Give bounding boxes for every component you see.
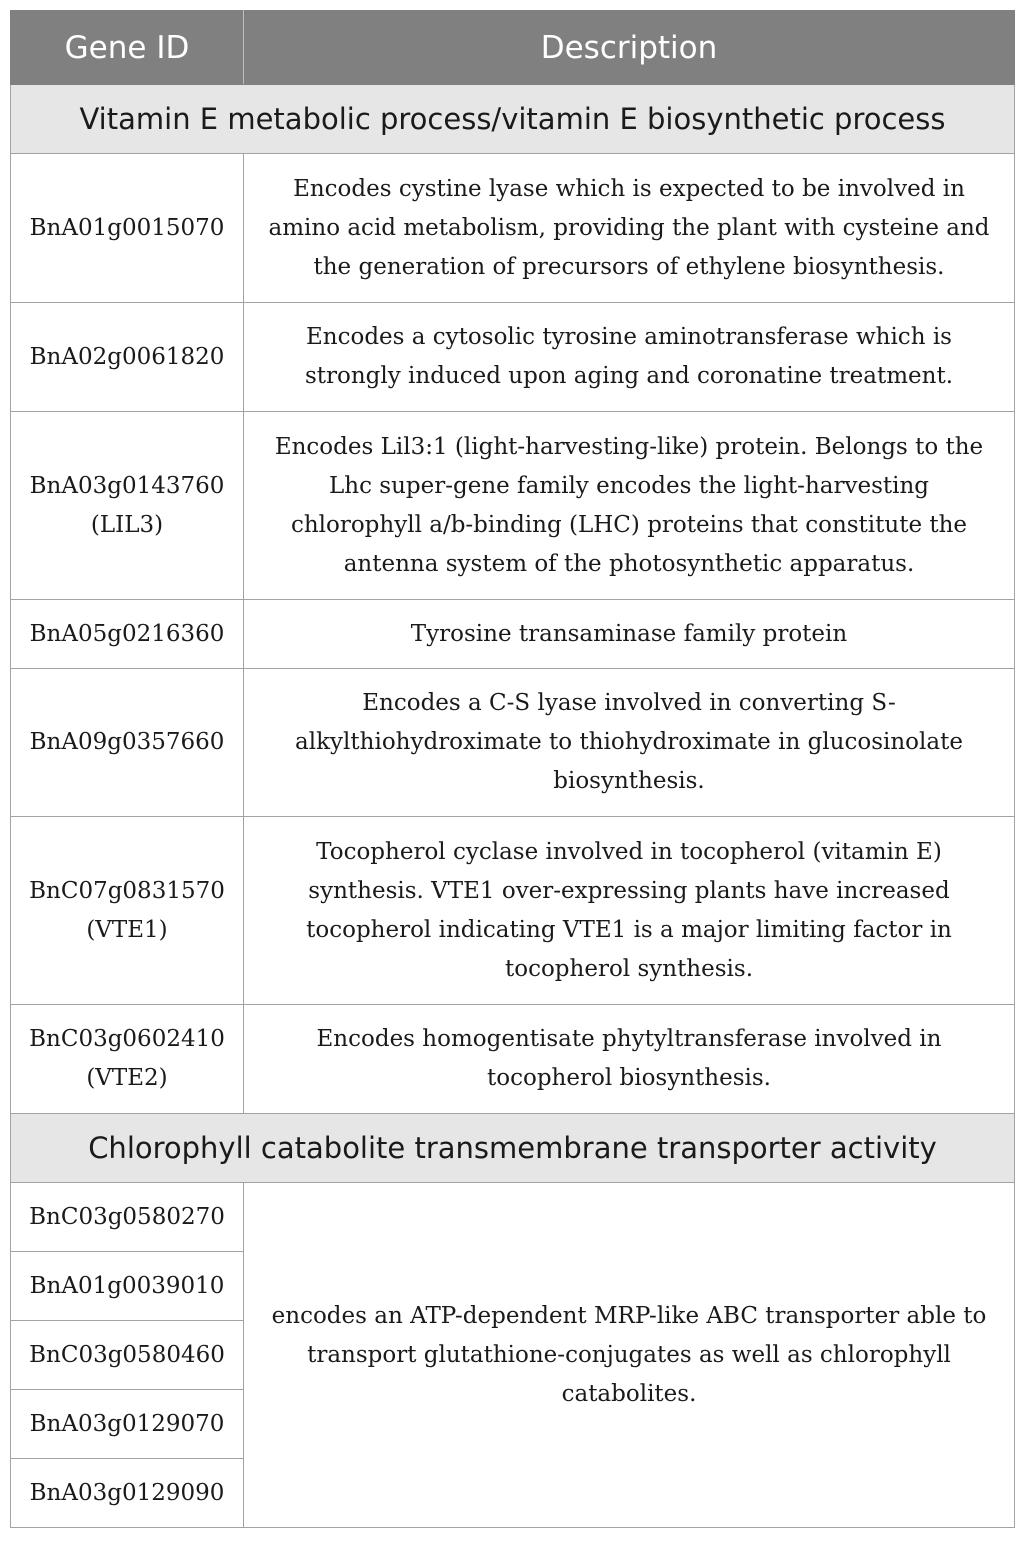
- section-row: [11, 85, 1015, 154]
- gene-id-cell: [11, 1252, 244, 1321]
- description-cell: Tocopherol cyclase involved in tocopherol (vitamin E) synthesis. VTE1 over-expressing plants have increased tocopherol indicating VTE1 is a major limiting factor in tocopherol synthesis.: [244, 817, 1015, 1005]
- gene-id: BnC07g0831570: [29, 877, 225, 904]
- gene-alias: (VTE1): [86, 916, 168, 943]
- section-title-chlorophyll: Chlorophyll catabolite transmembrane transporter activity: [11, 1114, 1015, 1183]
- gene-id: BnA03g0143760: [29, 472, 225, 499]
- table-row: [11, 1005, 1015, 1114]
- description-cell: Encodes a C-S lyase involved in converting S-alkylthiohydroximate to thiohydroximate in glucosinolate biosynthesis.: [244, 669, 1015, 817]
- section-title-vitamin-e: Vitamin E metabolic process/vitamin E biosynthetic process: [11, 85, 1015, 154]
- gene-id-cell: [11, 817, 244, 1005]
- gene-id-cell: [11, 1005, 244, 1114]
- gene-id-cell: [11, 1459, 244, 1528]
- gene-id: BnA03g0129070: [29, 1410, 225, 1437]
- description-cell: Encodes a cytosolic tyrosine aminotransferase which is strongly induced upon aging and coronatine treatment.: [244, 303, 1015, 412]
- gene-id: BnA09g0357660: [29, 729, 225, 755]
- description-cell: Encodes Lil3:1 (light-harvesting-like) protein. Belongs to the Lhc super-gene family encodes the light-harvesting chlorophyll a/b-binding (LHC) proteins that constitute the antenna system of the photosynthetic apparatus.: [244, 412, 1015, 600]
- gene-id: BnC03g0580460: [29, 1341, 225, 1368]
- section-row: [11, 1114, 1015, 1183]
- gene-id: BnA05g0216360: [29, 620, 225, 647]
- gene-id-cell: [11, 154, 244, 303]
- table-row: [11, 154, 1015, 303]
- header-row: [11, 11, 1015, 85]
- gene-id-cell: [11, 1321, 244, 1390]
- gene-id: BnA01g0015070: [29, 214, 225, 241]
- table-row: [11, 669, 1015, 817]
- gene-id: BnC03g0580270: [29, 1203, 225, 1230]
- gene-description-table: [10, 10, 1015, 1528]
- gene-id-cell: [11, 303, 244, 412]
- gene-id: BnC03g0602410: [29, 1026, 225, 1052]
- header-gene-id: Gene ID: [11, 11, 244, 85]
- description-cell: Encodes cystine lyase which is expected to be involved in amino acid metabolism, providing the plant with cysteine and the generation of precursors of ethylene biosynthesis.: [244, 154, 1015, 303]
- table-row: [11, 412, 1015, 600]
- gene-id-cell: [11, 1183, 244, 1252]
- table-row: [11, 303, 1015, 412]
- gene-id-cell: [11, 412, 244, 600]
- gene-id-cell: [11, 600, 244, 669]
- gene-id-cell: [11, 1390, 244, 1459]
- header-description: Description: [244, 11, 1015, 85]
- gene-alias: (LIL3): [90, 511, 164, 538]
- gene-id: BnA01g0039010: [29, 1272, 225, 1299]
- table-row: [11, 817, 1015, 1005]
- gene-id: BnA03g0129090: [29, 1479, 225, 1506]
- description-cell: Tyrosine transaminase family protein: [244, 600, 1015, 669]
- gene-alias: (VTE2): [86, 1065, 168, 1091]
- table-row: [11, 1183, 1015, 1252]
- gene-id-cell: [11, 669, 244, 817]
- table-row: [11, 600, 1015, 669]
- shared-description-cell: encodes an ATP-dependent MRP-like ABC transporter able to transport glutathione-conjugates as well as chlorophyll catabolites.: [244, 1183, 1015, 1528]
- gene-id: BnA02g0061820: [29, 343, 225, 370]
- description-cell: Encodes homogentisate phytyltransferase involved in tocopherol biosynthesis.: [244, 1005, 1015, 1114]
